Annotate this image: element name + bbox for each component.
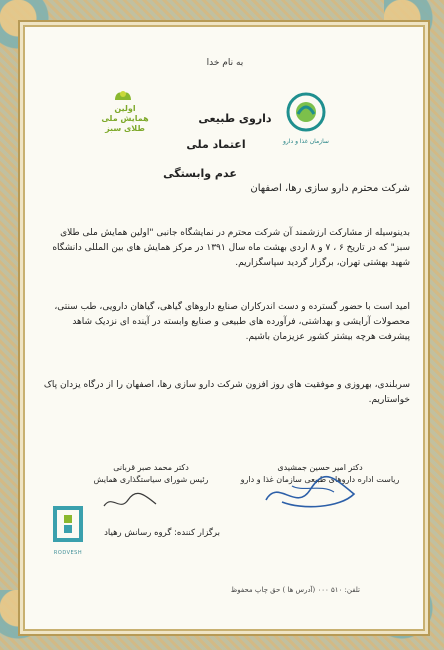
signature-left — [100, 488, 160, 514]
title-line-1: داروی طبیعی — [198, 112, 272, 125]
rodvesh-caption: RODVESH — [53, 550, 83, 556]
footer-note: تلفن: ۵۱۰ ۰۰۰ (آدرس ها ) حق چاپ محفوظ — [230, 586, 360, 594]
logo-text-line: اولین — [114, 104, 136, 113]
addressee: شرکت محترم دارو سازی رها، اصفهان — [250, 183, 410, 194]
signer-left-name: دکتر محمد صبر قربانی — [113, 463, 189, 472]
leaf-logo-icon — [112, 88, 134, 104]
logo-text-line: همایش ملی — [101, 114, 149, 123]
signature-right — [262, 472, 358, 514]
signer-right-name: دکتر امیر حسین جمشیدی — [277, 463, 363, 472]
logo-text-line: طلای سبز — [105, 124, 145, 133]
bismillah: به نام خدا — [206, 58, 244, 68]
rodvesh-logo-icon — [52, 505, 84, 543]
title-line-3: عدم وابستگی — [163, 167, 237, 180]
paragraph-1: بدینوسیله از مشارکت ارزشمند آن شرکت محترم در نمایشگاه جانبی "اولین همایش ملی طلای سبز" که در تاریخ ۶ ، ۷ و ۸ اردی بهشت ماه سال ۱۳۹۱ در مرکز همایش های بین المللی دانشگاه شهید بهشتی تهران، برگزار گردید سپاسگزاریم. — [52, 228, 410, 268]
signer-left — [76, 462, 226, 486]
title-line-2: اعتماد ملی — [186, 138, 246, 151]
paragraph-3: سربلندی، بهروزی و موفقیت های روز افزون شرکت دارو سازی رها، اصفهان را از درگاه یزدان پاک خواستاریم. — [43, 380, 410, 405]
paragraph-2: امید است با حضور گسترده و دست اندرکاران صنایع داروهای گیاهی، گیاهان دارویی، طب سنتی، محصولات آرایشی و بهداشتی، فرآورده های طبیعی و صنایع وابسته در آینده ای نزدیک شاهد پیشرفت هرچه بیشتر کشور عزیزمان باشیم. — [54, 302, 410, 342]
signer-left-title: رئیس شورای سیاستگذاری همایش — [93, 475, 209, 484]
fdo-logo-icon — [286, 92, 326, 132]
fdo-caption: سازمان غذا و دارو — [283, 138, 329, 145]
green-gold-logo-text — [95, 104, 155, 134]
organizer: برگزار کننده: گروه رسانش رهیاد — [104, 528, 220, 538]
signer-right-title: ریاست اداره داروهای طبیعی سازمان غذا و دارو — [240, 475, 400, 484]
